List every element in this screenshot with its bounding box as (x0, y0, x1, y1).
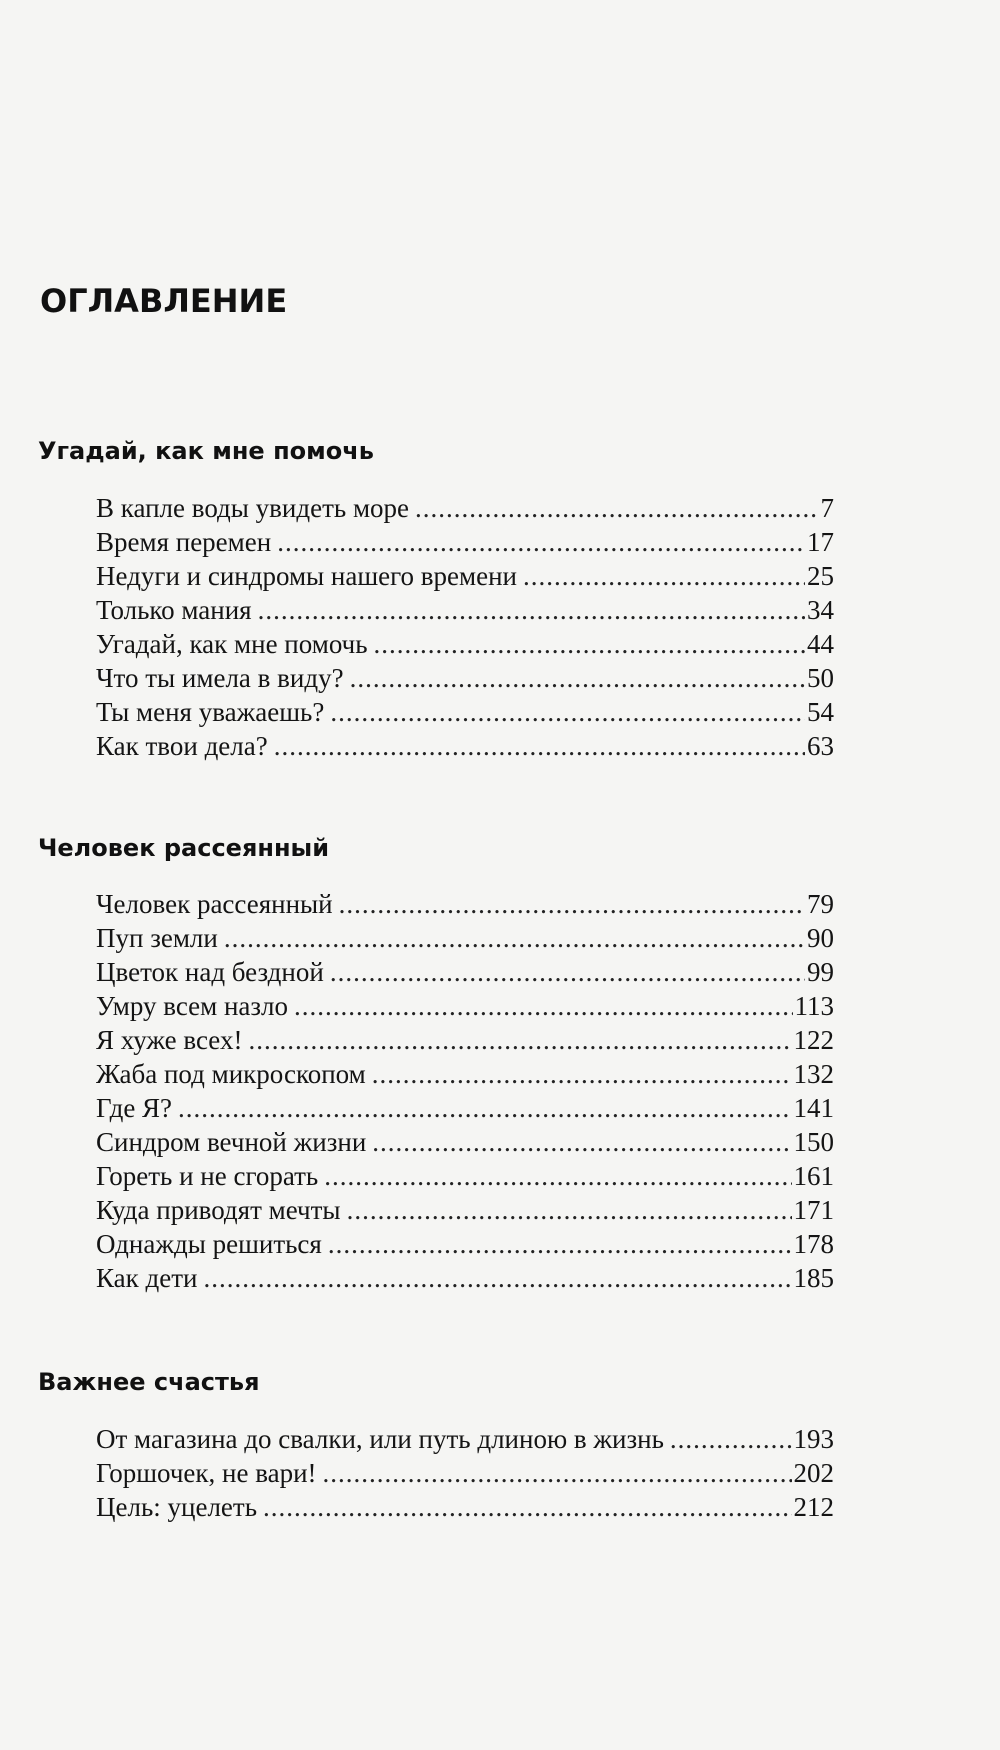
toc-entry-list (96, 1422, 834, 1524)
entry-page-number: 178 (793, 1229, 834, 1259)
toc-entry[interactable] (96, 627, 834, 661)
toc-entry[interactable] (96, 695, 834, 729)
entry-page-number: 34 (807, 595, 834, 625)
dot-leader (258, 593, 805, 627)
entry-title: Жаба под микроскопом (96, 1059, 366, 1089)
toc-entry[interactable] (96, 1456, 834, 1490)
dot-leader (178, 1091, 791, 1125)
entry-title: Цель: уцелеть (96, 1492, 258, 1522)
toc-entry[interactable] (96, 491, 834, 525)
toc-entry[interactable] (96, 1227, 834, 1261)
dot-leader (328, 1227, 792, 1261)
entry-page-number: 79 (807, 889, 834, 919)
entry-title: Я хуже всех! (96, 1025, 243, 1055)
dot-leader (330, 695, 805, 729)
toc-entry[interactable] (96, 955, 834, 989)
entry-page-number: 99 (807, 957, 834, 987)
toc-entry[interactable] (96, 989, 834, 1023)
entry-page-number: 122 (793, 1025, 834, 1055)
entry-title: Как дети (96, 1263, 198, 1293)
toc-entry-list (96, 491, 834, 763)
entry-page-number: 90 (807, 923, 834, 953)
entry-page-number: 54 (807, 697, 834, 727)
dot-leader (339, 887, 805, 921)
toc-entry[interactable] (96, 525, 834, 559)
section-title: Угадай, как мне помочь (38, 437, 374, 465)
entry-title: Ты меня уважаешь? (96, 697, 325, 727)
toc-entry[interactable] (96, 559, 834, 593)
section-title: Человек рассеянный (38, 834, 330, 862)
toc-entry[interactable] (96, 1057, 834, 1091)
section-title: Важнее счастья (38, 1368, 260, 1396)
entry-title: Что ты имела в виду? (96, 663, 344, 693)
entry-page-number: 44 (807, 629, 834, 659)
entry-title: Недуги и синдромы нашего времени (96, 561, 517, 591)
toc-entry[interactable] (96, 1193, 834, 1227)
dot-leader (263, 1490, 791, 1524)
entry-title: В капле воды увидеть море (96, 493, 410, 523)
toc-entry[interactable] (96, 593, 834, 627)
entry-title: Однажды решиться (96, 1229, 322, 1259)
toc-entry[interactable] (96, 1490, 834, 1524)
entry-page-number: 63 (807, 731, 834, 761)
toc-entry[interactable] (96, 1125, 834, 1159)
entry-title: Время перемен (96, 527, 272, 557)
dot-leader (294, 989, 792, 1023)
entry-title: От магазина до свалки, или путь длиною в жизнь (96, 1424, 664, 1454)
entry-page-number: 161 (793, 1161, 834, 1191)
entry-page-number: 113 (794, 991, 834, 1021)
entry-title: Синдром вечной жизни (96, 1127, 367, 1157)
entry-title: Угадай, как мне помочь (96, 629, 368, 659)
entry-title: Цветок над бездной (96, 957, 324, 987)
entry-page-number: 193 (793, 1424, 834, 1454)
dot-leader (330, 955, 805, 989)
dot-leader (372, 1057, 792, 1091)
dot-leader (523, 559, 805, 593)
entry-page-number: 171 (793, 1195, 834, 1225)
entry-page-number: 17 (807, 527, 834, 557)
entry-page-number: 150 (793, 1127, 834, 1157)
dot-leader (374, 627, 805, 661)
dot-leader (248, 1023, 791, 1057)
dot-leader (347, 1193, 792, 1227)
toc-entry[interactable] (96, 921, 834, 955)
dot-leader (372, 1125, 791, 1159)
toc-title: ОГЛАВЛЕНИЕ (40, 282, 288, 320)
dot-leader (203, 1261, 791, 1295)
toc-entry-list (96, 887, 834, 1295)
entry-title: Где Я? (96, 1093, 173, 1123)
entry-page-number: 25 (807, 561, 834, 591)
toc-entry[interactable] (96, 1091, 834, 1125)
entry-title: Горшочек, не вари! (96, 1458, 317, 1488)
toc-entry[interactable] (96, 887, 834, 921)
entry-page-number: 212 (793, 1492, 834, 1522)
toc-entry[interactable] (96, 729, 834, 763)
toc-entry[interactable] (96, 1023, 834, 1057)
dot-leader (274, 729, 805, 763)
dot-leader (324, 1159, 791, 1193)
entry-page-number: 185 (793, 1263, 834, 1293)
toc-entry[interactable] (96, 1422, 834, 1456)
entry-title: Как твои дела? (96, 731, 268, 761)
dot-leader (670, 1422, 792, 1456)
dot-leader (323, 1456, 792, 1490)
entry-title: Куда приводят мечты (96, 1195, 341, 1225)
entry-page-number: 141 (793, 1093, 834, 1123)
entry-title: Умру всем назло (96, 991, 289, 1021)
dot-leader (277, 525, 805, 559)
entry-title: Пуп земли (96, 923, 218, 953)
entry-page-number: 132 (793, 1059, 834, 1089)
dot-leader (224, 921, 805, 955)
toc-entry[interactable] (96, 1261, 834, 1295)
dot-leader (415, 491, 818, 525)
entry-page-number: 50 (807, 663, 834, 693)
entry-page-number: 7 (820, 493, 834, 523)
toc-entry[interactable] (96, 661, 834, 695)
toc-entry[interactable] (96, 1159, 834, 1193)
entry-title: Только мания (96, 595, 252, 625)
entry-page-number: 202 (793, 1458, 834, 1488)
entry-title: Человек рассеянный (96, 889, 333, 919)
entry-title: Гореть и не сгорать (96, 1161, 319, 1191)
dot-leader (350, 661, 805, 695)
